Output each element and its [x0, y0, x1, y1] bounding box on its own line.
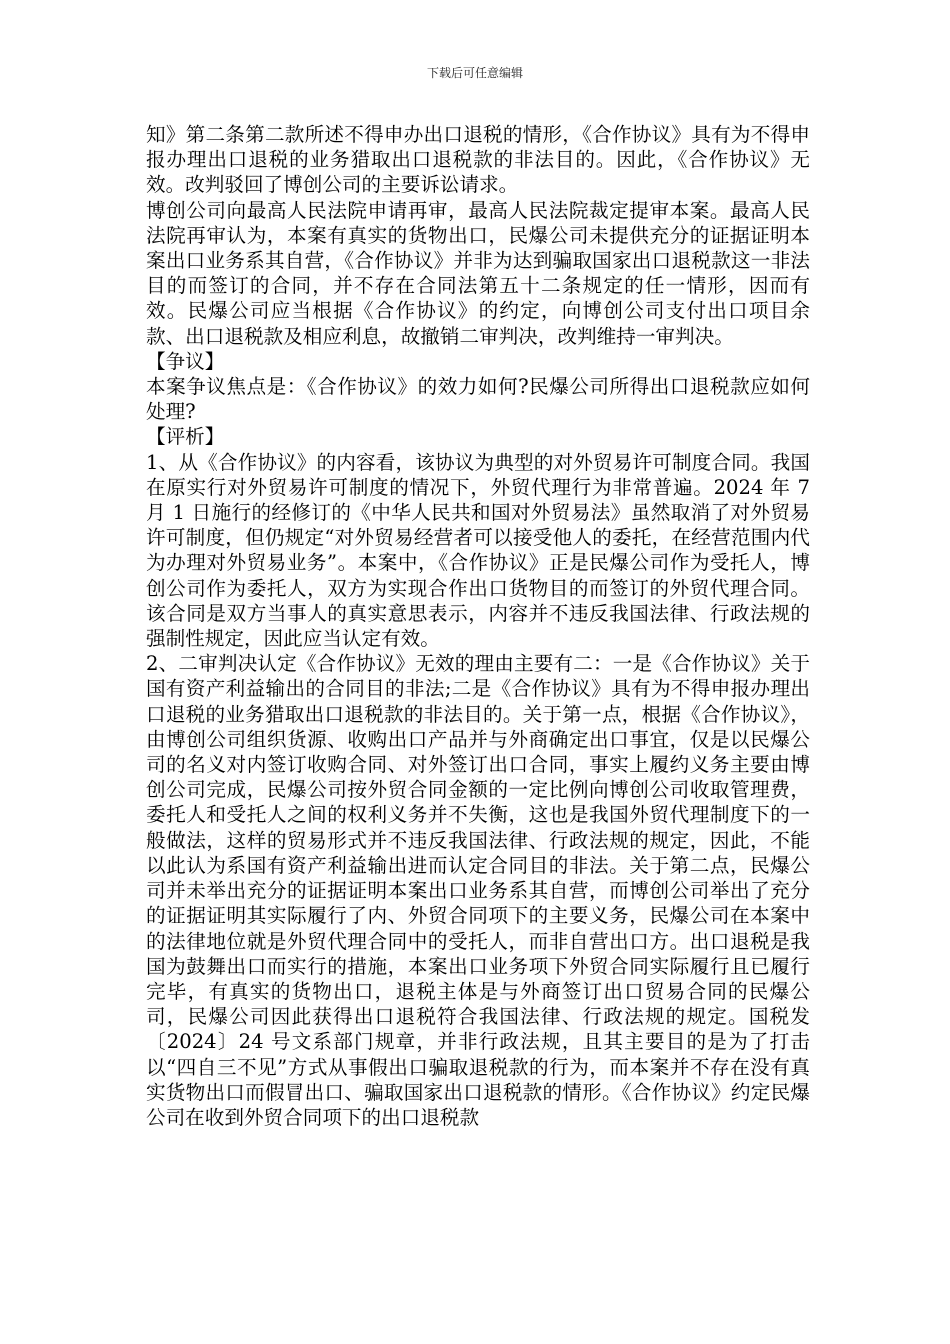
heading-analysis: 【评析】 — [146, 425, 225, 449]
heading-dispute: 【争议】 — [146, 349, 225, 373]
paragraph-retrial: 博创公司向最高人民法院申请再审，最高人民法院裁定提审本案。最高人民法院再审认为，本案有真实的货物出口，民爆公司未提供充分的证据证明本案出口业务系其自营，《合作协议》并非为达到骗取国家出口退税款这一非法目的而签订的合同，并不存在合同法第五十二条规定的任一情形，因而有效。民爆公司应当根据《合作协议》的约定，向博创公司支付出口项目余款、出口退税款及相应利息，故撤销二审判决，改判维持一审判决。 — [146, 198, 810, 348]
paragraph-judgment-summary: 知》第二条第二款所述不得申办出口退税的情形，《合作协议》具有为不得申报办理出口退税的业务猎取出口退税款的非法目的。因此，《合作协议》无效。改判驳回了博创公司的主要诉讼请求。 — [146, 123, 810, 197]
paragraph-analysis-1: 1、从《合作协议》的内容看，该协议为典型的对外贸易许可制度合同。我国在原实行对外贸易许可制度的情况下，外贸代理行为非常普遍。2024 年 7 月 1 日施行的经修订的《中华人民共和国对外贸易法》虽然取消了对外贸易许可制度，但仍规定“对外贸易经营者可以接受他人的委托，在经营范围内代为办理对外贸易业务”。本案中，《合作协议》正是民爆公司作为受托人，博创公司作为委托人，双方为实现合作出口货物目的而签订的外贸代理合同。该合同是双方当事人的真实意思表示，内容并不违反我国法律、行政法规的强制性规定，因此应当认定有效。 — [146, 450, 810, 651]
paragraph-analysis-2: 2、二审判决认定《合作协议》无效的理由主要有二：一是《合作协议》关于国有资产利益输出的合同目的非法;二是《合作协议》具有为不得申报办理出口退税的业务猎取出口退税款的非法目的。关于第一点，根据《合作协议》，由博创公司组织货源、收购出口产品并与外商确定出口事宜，仅是以民爆公司的名义对内签订收购合同、对外签订出口合同，事实上履约义务主要由博创公司完成，民爆公司按外贸合同金额的一定比例向博创公司收取管理费，委托人和受托人之间的权利义务并不失衡，这也是我国外贸代理制度下的一般做法，这样的贸易形式并不违反我国法律、行政法规的规定，因此，不能以此认为系国有资产利益输出进而认定合同目的非法。关于第二点，民爆公司并未举出充分的证据证明本案出口业务系其自营，而博创公司举出了充分的证据证明其实际履行了内、外贸合同项下的主要义务，民爆公司在本案中的法律地位就是外贸代理合同中的受托人，而非自营出口方。出口退税是我国为鼓舞出口而实行的措施，本案出口业务项下外贸合同实际履行且已履行完毕，有真实的货物出口，退税主体是与外商签订出口贸易合同的民爆公司，民爆公司因此获得出口退税符合我国法律、行政法规的规定。国税发〔2024〕24 号文系部门规章，并非行政法规，且其主要目的是为了打击以“四自三不见”方式从事假出口骗取退税款的行为，而本案并不存在没有真实货物出口而假冒出口、骗取国家出口退税款的情形。《合作协议》约定民爆公司在收到外贸合同项下的出口退税款 — [146, 652, 810, 1129]
page-header: 下载后可任意编辑 — [426, 66, 523, 80]
paragraph-dispute-focus: 本案争议焦点是：《合作协议》的效力如何?民爆公司所得出口退税款应如何处理? — [146, 375, 810, 424]
document-body — [146, 122, 810, 1130]
